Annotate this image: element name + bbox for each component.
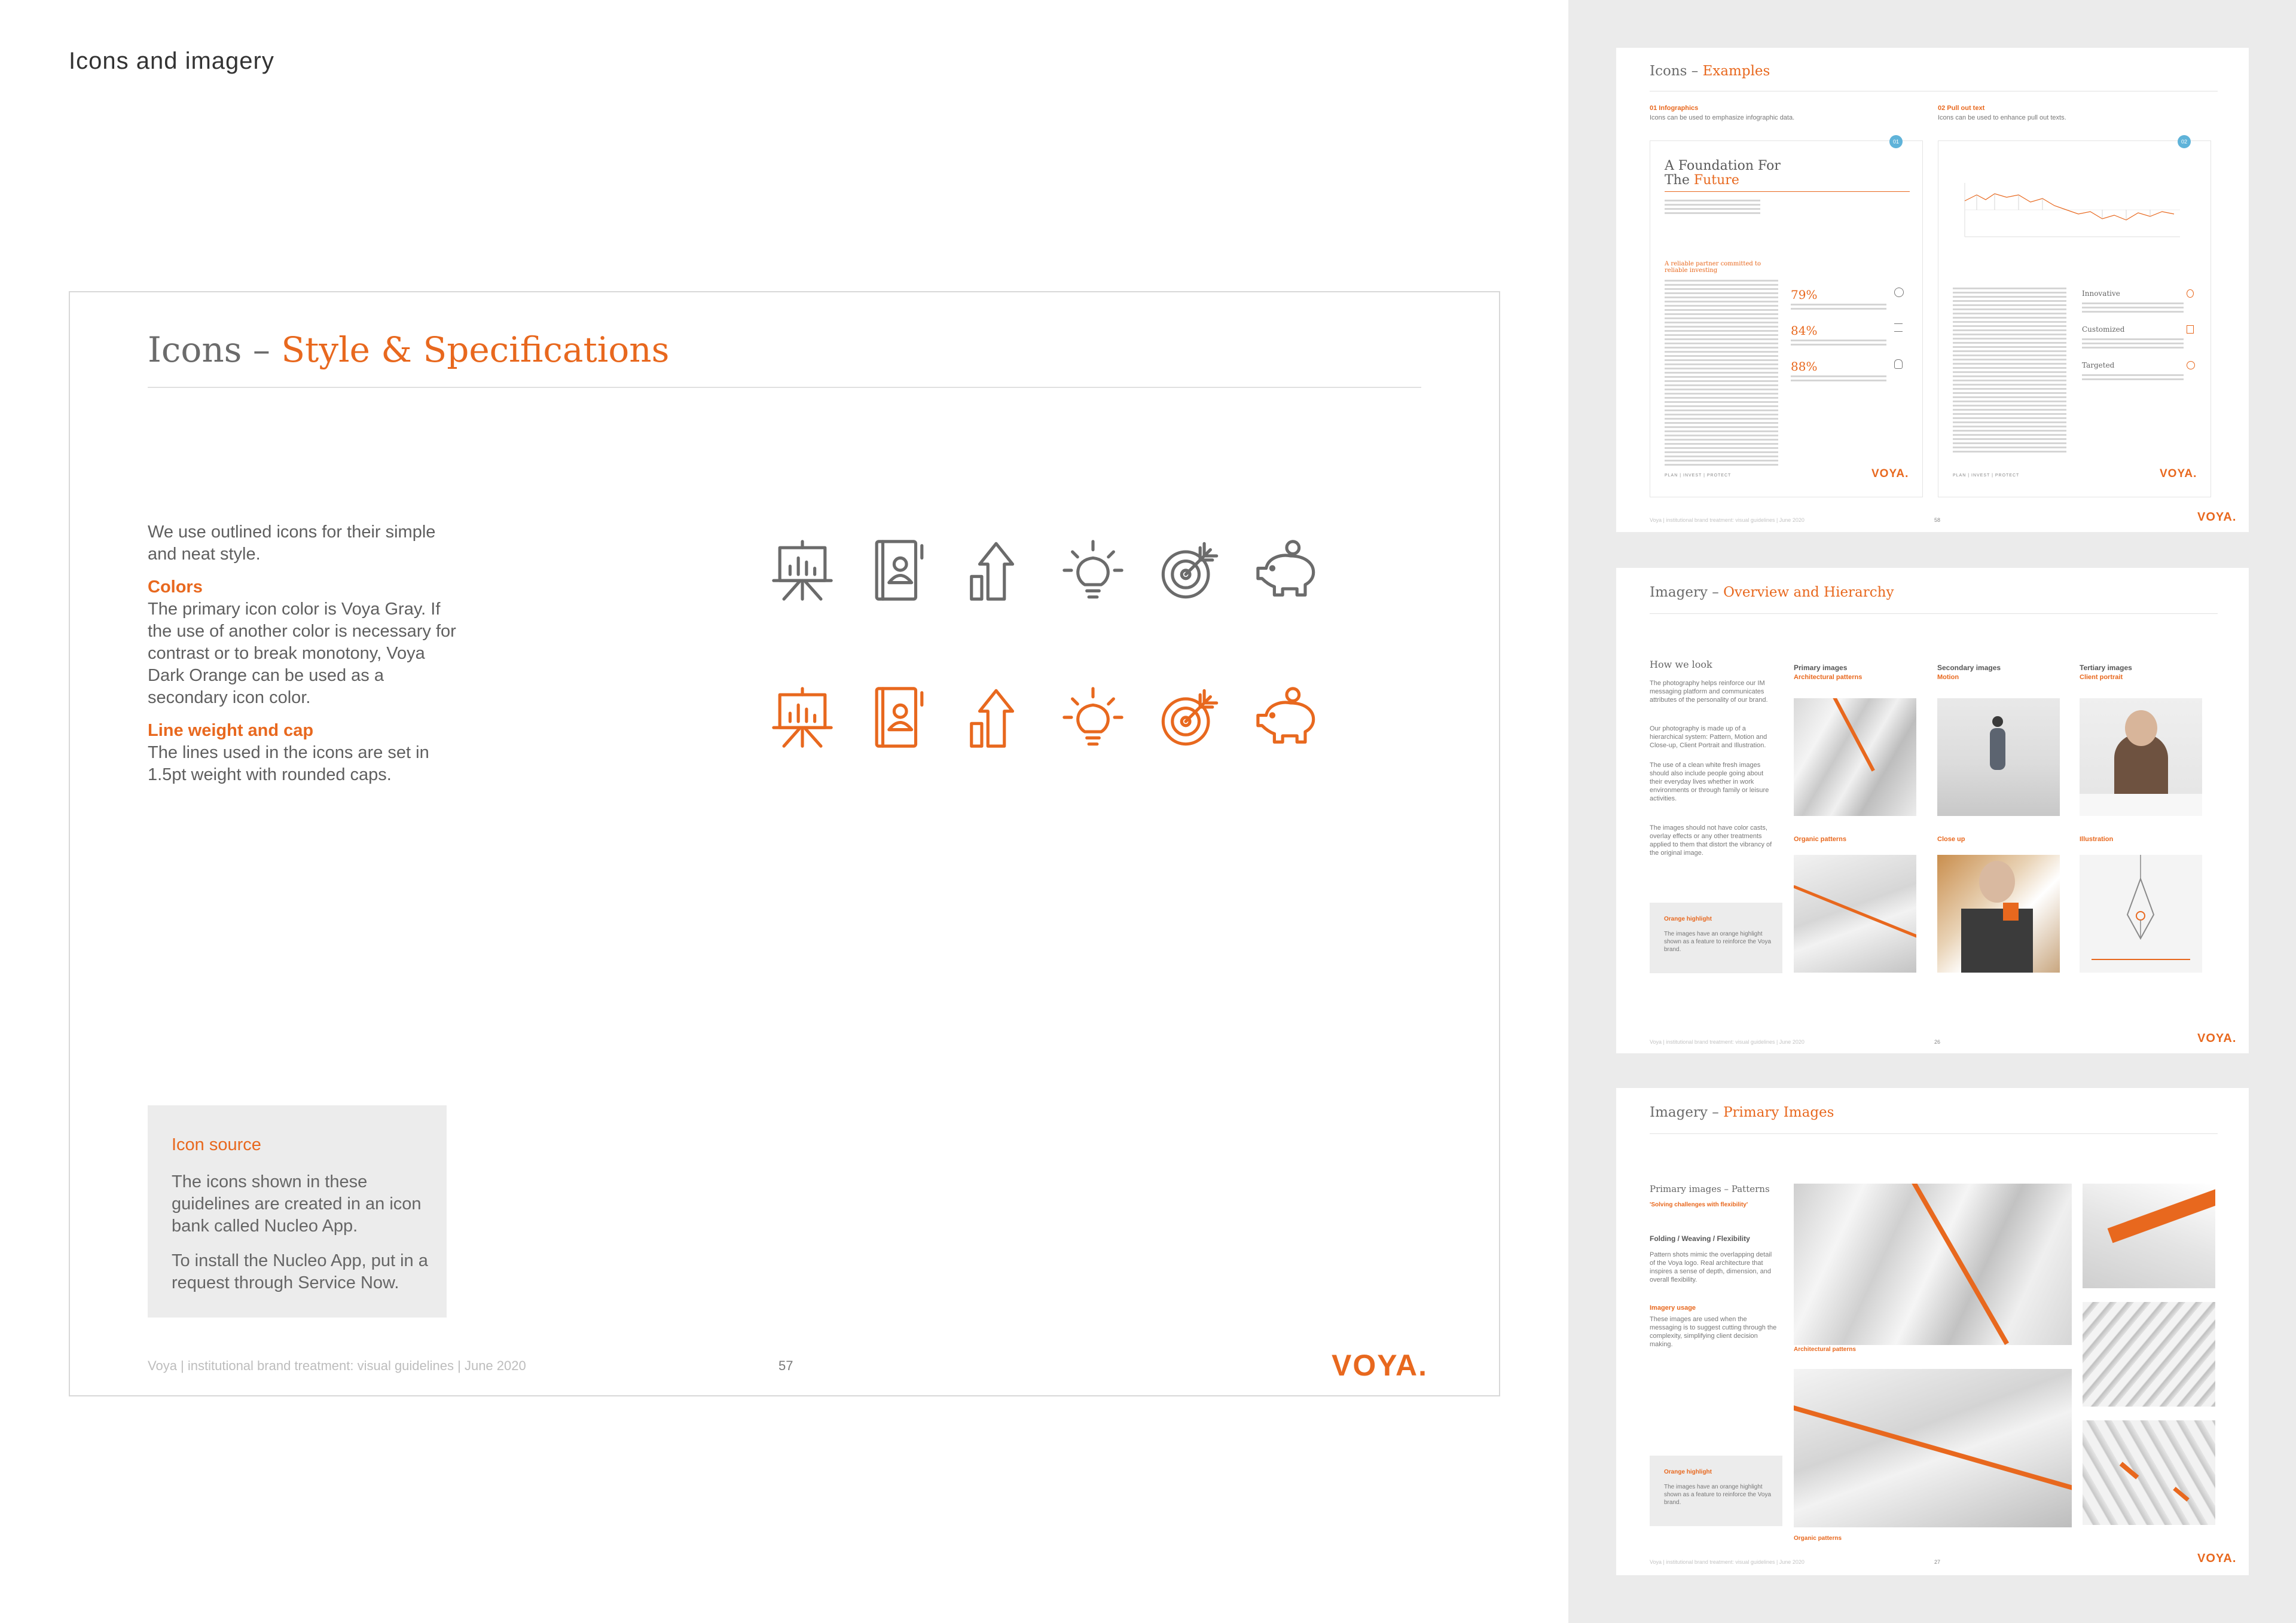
card-logo: VOYA.: [1871, 467, 1909, 480]
card-title: [1665, 159, 1781, 188]
thumbnail-icons-examples[interactable]: [1616, 48, 2249, 532]
orange-stripe: [1906, 1184, 2009, 1345]
pattern-thumb-1: [2083, 1184, 2215, 1288]
card-body-text: [1665, 280, 1778, 468]
main-page-spread: [69, 291, 1500, 1396]
architectural-pattern-image: [1794, 698, 1916, 816]
organic-pattern-large-image: [1794, 1369, 2072, 1527]
col-head-secondary: Secondary images: [1937, 664, 2001, 672]
thumbnail-logo: VOYA.: [2197, 511, 2237, 524]
pen-nib-icon: [2080, 855, 2202, 973]
icon-source-install-text: To install the Nucleo App, put in a request through Service Now.: [172, 1251, 428, 1292]
card-title-line1: A Foundation For: [1665, 158, 1781, 173]
col2-label: 02 Pull out text: [1938, 105, 1985, 112]
thumbnail-title-accent: Overview and Hierarchy: [1723, 585, 1894, 600]
pull-item-innovative-text: [2082, 302, 2184, 315]
growth-arrow-icon: [963, 537, 1029, 603]
pull-item-targeted-text: [2082, 374, 2184, 383]
badge-01: 01: [1889, 135, 1903, 148]
label-organic-patterns: Organic patterns: [1794, 836, 1847, 843]
stat-84: 84%: [1791, 323, 1818, 338]
thumbnail-footer: Voya | institutional brand treatment: visual guidelines | June 2020: [1650, 517, 1805, 523]
card-title-the: The: [1665, 173, 1694, 188]
card-intro-text: [1665, 200, 1760, 216]
orange-curve: [1794, 1404, 2072, 1494]
patterns-para-1: Pattern shots mimic the overlapping detail of the Voya logo. Real architecture that inspires a sense of depth, dimension, and overall flexibility.: [1650, 1251, 1772, 1283]
growth-arrow-icon: [963, 684, 1029, 750]
patterns-subhead: Folding / Weaving / Flexibility: [1650, 1234, 1750, 1243]
lightbulb-icon: [1060, 684, 1126, 750]
imagery-usage-title: Imagery usage: [1650, 1304, 1696, 1312]
portrait-face: [2125, 710, 2157, 746]
label-illustration: Illustration: [2080, 836, 2114, 843]
card-title-line2: [1665, 173, 1781, 188]
closeup-suit: [1961, 909, 2033, 973]
col-sub-primary: Architectural patterns: [1794, 674, 1863, 681]
thumbnail-title-prefix: Icons –: [1650, 63, 1703, 79]
card-subhead: A reliable partner committed to reliable investing: [1665, 261, 1761, 274]
portrait-desk: [2080, 794, 2202, 816]
voya-logo: VOYA.: [1332, 1349, 1428, 1382]
card2-logo: VOYA.: [2160, 467, 2197, 480]
thumbnail-panel: [1568, 0, 2296, 1623]
runner-figure: [1990, 728, 2005, 770]
lightbulb-icon: [2187, 289, 2194, 298]
closeup-face: [1979, 861, 2015, 903]
piggy-bank-icon: [1254, 537, 1320, 603]
example-card-infographics: [1650, 140, 1923, 497]
intro-text: We use outlined icons for their simple and neat style.: [148, 522, 436, 564]
orange-curve: [1794, 885, 1916, 942]
page-title-prefix: Icons –: [148, 329, 282, 370]
close-up-image: [1937, 855, 2060, 973]
label-architectural-patterns: Architectural patterns: [1794, 1346, 1856, 1353]
thumbnail-title: [1650, 63, 1770, 79]
col-head-primary: Primary images: [1794, 664, 1848, 672]
colors-text: The primary icon color is Voya Gray. If the use of another color is necessary for contrast or to break monotony, Voya Dark Orange can be used as a secondary icon color.: [148, 600, 456, 707]
patterns-quote: 'Solving challenges with flexibility': [1650, 1202, 1748, 1208]
body-copy: [148, 521, 459, 792]
example-card-pullout: [1938, 140, 2211, 497]
contact-book-icon: [866, 684, 932, 750]
title-divider: [148, 387, 1421, 388]
pattern-thumb-3: [2083, 1420, 2215, 1525]
globe-icon: [1894, 288, 1904, 297]
label-organic-patterns: Organic patterns: [1794, 1535, 1842, 1542]
icon-source-box: [148, 1105, 447, 1318]
orange-accent: [2120, 1462, 2139, 1479]
orange-highlight-box: [1650, 1456, 1782, 1526]
runner-head: [1992, 716, 2003, 727]
card2-body-text: [1953, 288, 2066, 455]
thumbnail-page-number: 58: [1934, 517, 1941, 523]
line-weight-heading: Line weight and cap: [148, 721, 314, 740]
label-close-up: Close up: [1937, 836, 1965, 843]
overview-para-2: Our photography is made up of a hierarchical system: Pattern, Motion and Close-up, Client Portrait and Illustration.: [1650, 725, 1767, 749]
page-number: 57: [778, 1358, 793, 1373]
colors-heading: Colors: [148, 577, 203, 597]
sliders-icon: [1894, 323, 1903, 332]
col1-label: 01 Infographics: [1650, 105, 1699, 112]
thumbnail-divider: [1650, 613, 2218, 614]
orange-highlight-title: Orange highlight: [1664, 1469, 1712, 1475]
card-footer: PLAN | INVEST | PROTECT: [1665, 473, 1732, 478]
col2-desc: Icons can be used to enhance pull out texts.: [1938, 114, 2066, 121]
how-we-look-heading: How we look: [1650, 659, 1712, 670]
contact-book-icon: [866, 537, 932, 603]
stat-88: 88%: [1791, 359, 1818, 374]
orange-highlight-box: [1650, 903, 1782, 973]
thumbnail-imagery-overview[interactable]: [1616, 568, 2249, 1053]
icon-source-text: The icons shown in these guidelines are created in an icon bank called Nucleo App.: [172, 1172, 422, 1236]
col-sub-tertiary: Client portrait: [2080, 674, 2123, 681]
closeup-orange-object: [2003, 903, 2019, 921]
thumbnail-title: [1650, 585, 1894, 600]
presentation-board-icon: [770, 684, 835, 750]
thumbnail-footer: Voya | institutional brand treatment: visual guidelines | June 2020: [1650, 1559, 1805, 1565]
orange-highlight-title: Orange highlight: [1664, 916, 1712, 922]
thumbnail-logo: VOYA.: [2197, 1032, 2237, 1045]
organic-pattern-image: [1794, 855, 1916, 973]
orange-highlight-text: The images have an orange highlight shown as a feature to reinforce the Voya brand.: [1664, 1484, 1771, 1506]
thumbnail-title-prefix: Imagery –: [1650, 1105, 1724, 1120]
contact-book-icon: [2187, 325, 2194, 334]
thumbnail-footer: Voya | institutional brand treatment: visual guidelines | June 2020: [1650, 1039, 1805, 1045]
pattern-thumb-2: [2083, 1302, 2215, 1407]
overview-para-3: The use of a clean white fresh images should also include people going about their everyday lives whether in work environments or through family or leisure activities.: [1650, 762, 1769, 802]
overview-para-4: The images should not have color casts, overlay effects or any other treatments applied to them that distort the vibrancy of the original image.: [1650, 824, 1772, 857]
thumbnail-logo: VOYA.: [2197, 1552, 2237, 1565]
col-head-tertiary: Tertiary images: [2080, 664, 2132, 672]
orange-highlight-text: The images have an orange highlight shown as a feature to reinforce the Voya brand.: [1664, 931, 1771, 953]
hand-icon: [1894, 359, 1903, 369]
thumbnail-imagery-primary[interactable]: [1616, 1088, 2249, 1575]
target-icon: [2187, 361, 2195, 369]
thumbnail-title-accent: Primary Images: [1723, 1105, 1834, 1120]
card-title-future: Future: [1693, 173, 1739, 188]
col1-desc: Icons can be used to emphasize infographic data.: [1650, 114, 1795, 121]
target-icon: [1157, 537, 1223, 603]
col-sub-secondary: Motion: [1937, 674, 1959, 681]
pull-item-targeted: Targeted: [2082, 361, 2115, 369]
patterns-heading: Primary images – Patterns: [1650, 1184, 1770, 1194]
page-title: [148, 329, 669, 370]
pull-item-customized: Customized: [2082, 325, 2125, 334]
presentation-board-icon: [770, 537, 835, 603]
page-title-accent: Style & Specifications: [281, 329, 670, 370]
stat-84-text: [1791, 340, 1886, 348]
line-chart-illustration: [1953, 177, 2198, 249]
badge-02: 02: [2178, 135, 2191, 148]
gray-icon-row: [770, 537, 1320, 603]
pull-item-customized-text: [2082, 338, 2184, 351]
architectural-pattern-large-image: [1794, 1184, 2072, 1345]
target-icon: [1157, 684, 1223, 750]
thumbnail-divider: [1650, 1133, 2218, 1134]
client-portrait-image: [2080, 698, 2202, 816]
thumbnail-title-accent: Examples: [1702, 63, 1770, 79]
motion-image: [1937, 698, 2060, 816]
orange-band: [2108, 1188, 2215, 1243]
icon-source-title: Icon source: [172, 1135, 261, 1154]
orange-icon-row: [770, 684, 1320, 750]
illustration-image: [2080, 855, 2202, 973]
stat-79: 79%: [1791, 288, 1818, 302]
card-title-rule: [1665, 191, 1910, 192]
stat-79-text: [1791, 304, 1886, 312]
lightbulb-icon: [1060, 537, 1126, 603]
patterns-para-2: These images are used when the messaging is to suggest cutting through the complexity, simplifying client decision making.: [1650, 1316, 1777, 1348]
line-weight-text: The lines used in the icons are set in 1.5pt weight with rounded caps.: [148, 743, 429, 784]
orange-accent: [2173, 1487, 2189, 1502]
thumbnail-title: [1650, 1105, 1834, 1120]
overview-para-1: The photography helps reinforce our IM messaging platform and communicates attributes of the personality of our brand.: [1650, 680, 1768, 704]
thumbnail-page-number: 26: [1934, 1039, 1941, 1045]
thumbnail-page-number: 27: [1934, 1559, 1941, 1565]
piggy-bank-icon: [1254, 684, 1320, 750]
orange-stripe: [1830, 698, 1875, 772]
thumbnail-title-prefix: Imagery –: [1650, 585, 1724, 600]
page-footer: Voya | institutional brand treatment: visual guidelines | June 2020: [148, 1358, 526, 1373]
card2-footer: PLAN | INVEST | PROTECT: [1953, 473, 2020, 478]
pull-item-innovative: Innovative: [2082, 289, 2120, 298]
section-label: Icons and imagery: [69, 48, 274, 74]
stat-88-text: [1791, 375, 1886, 384]
